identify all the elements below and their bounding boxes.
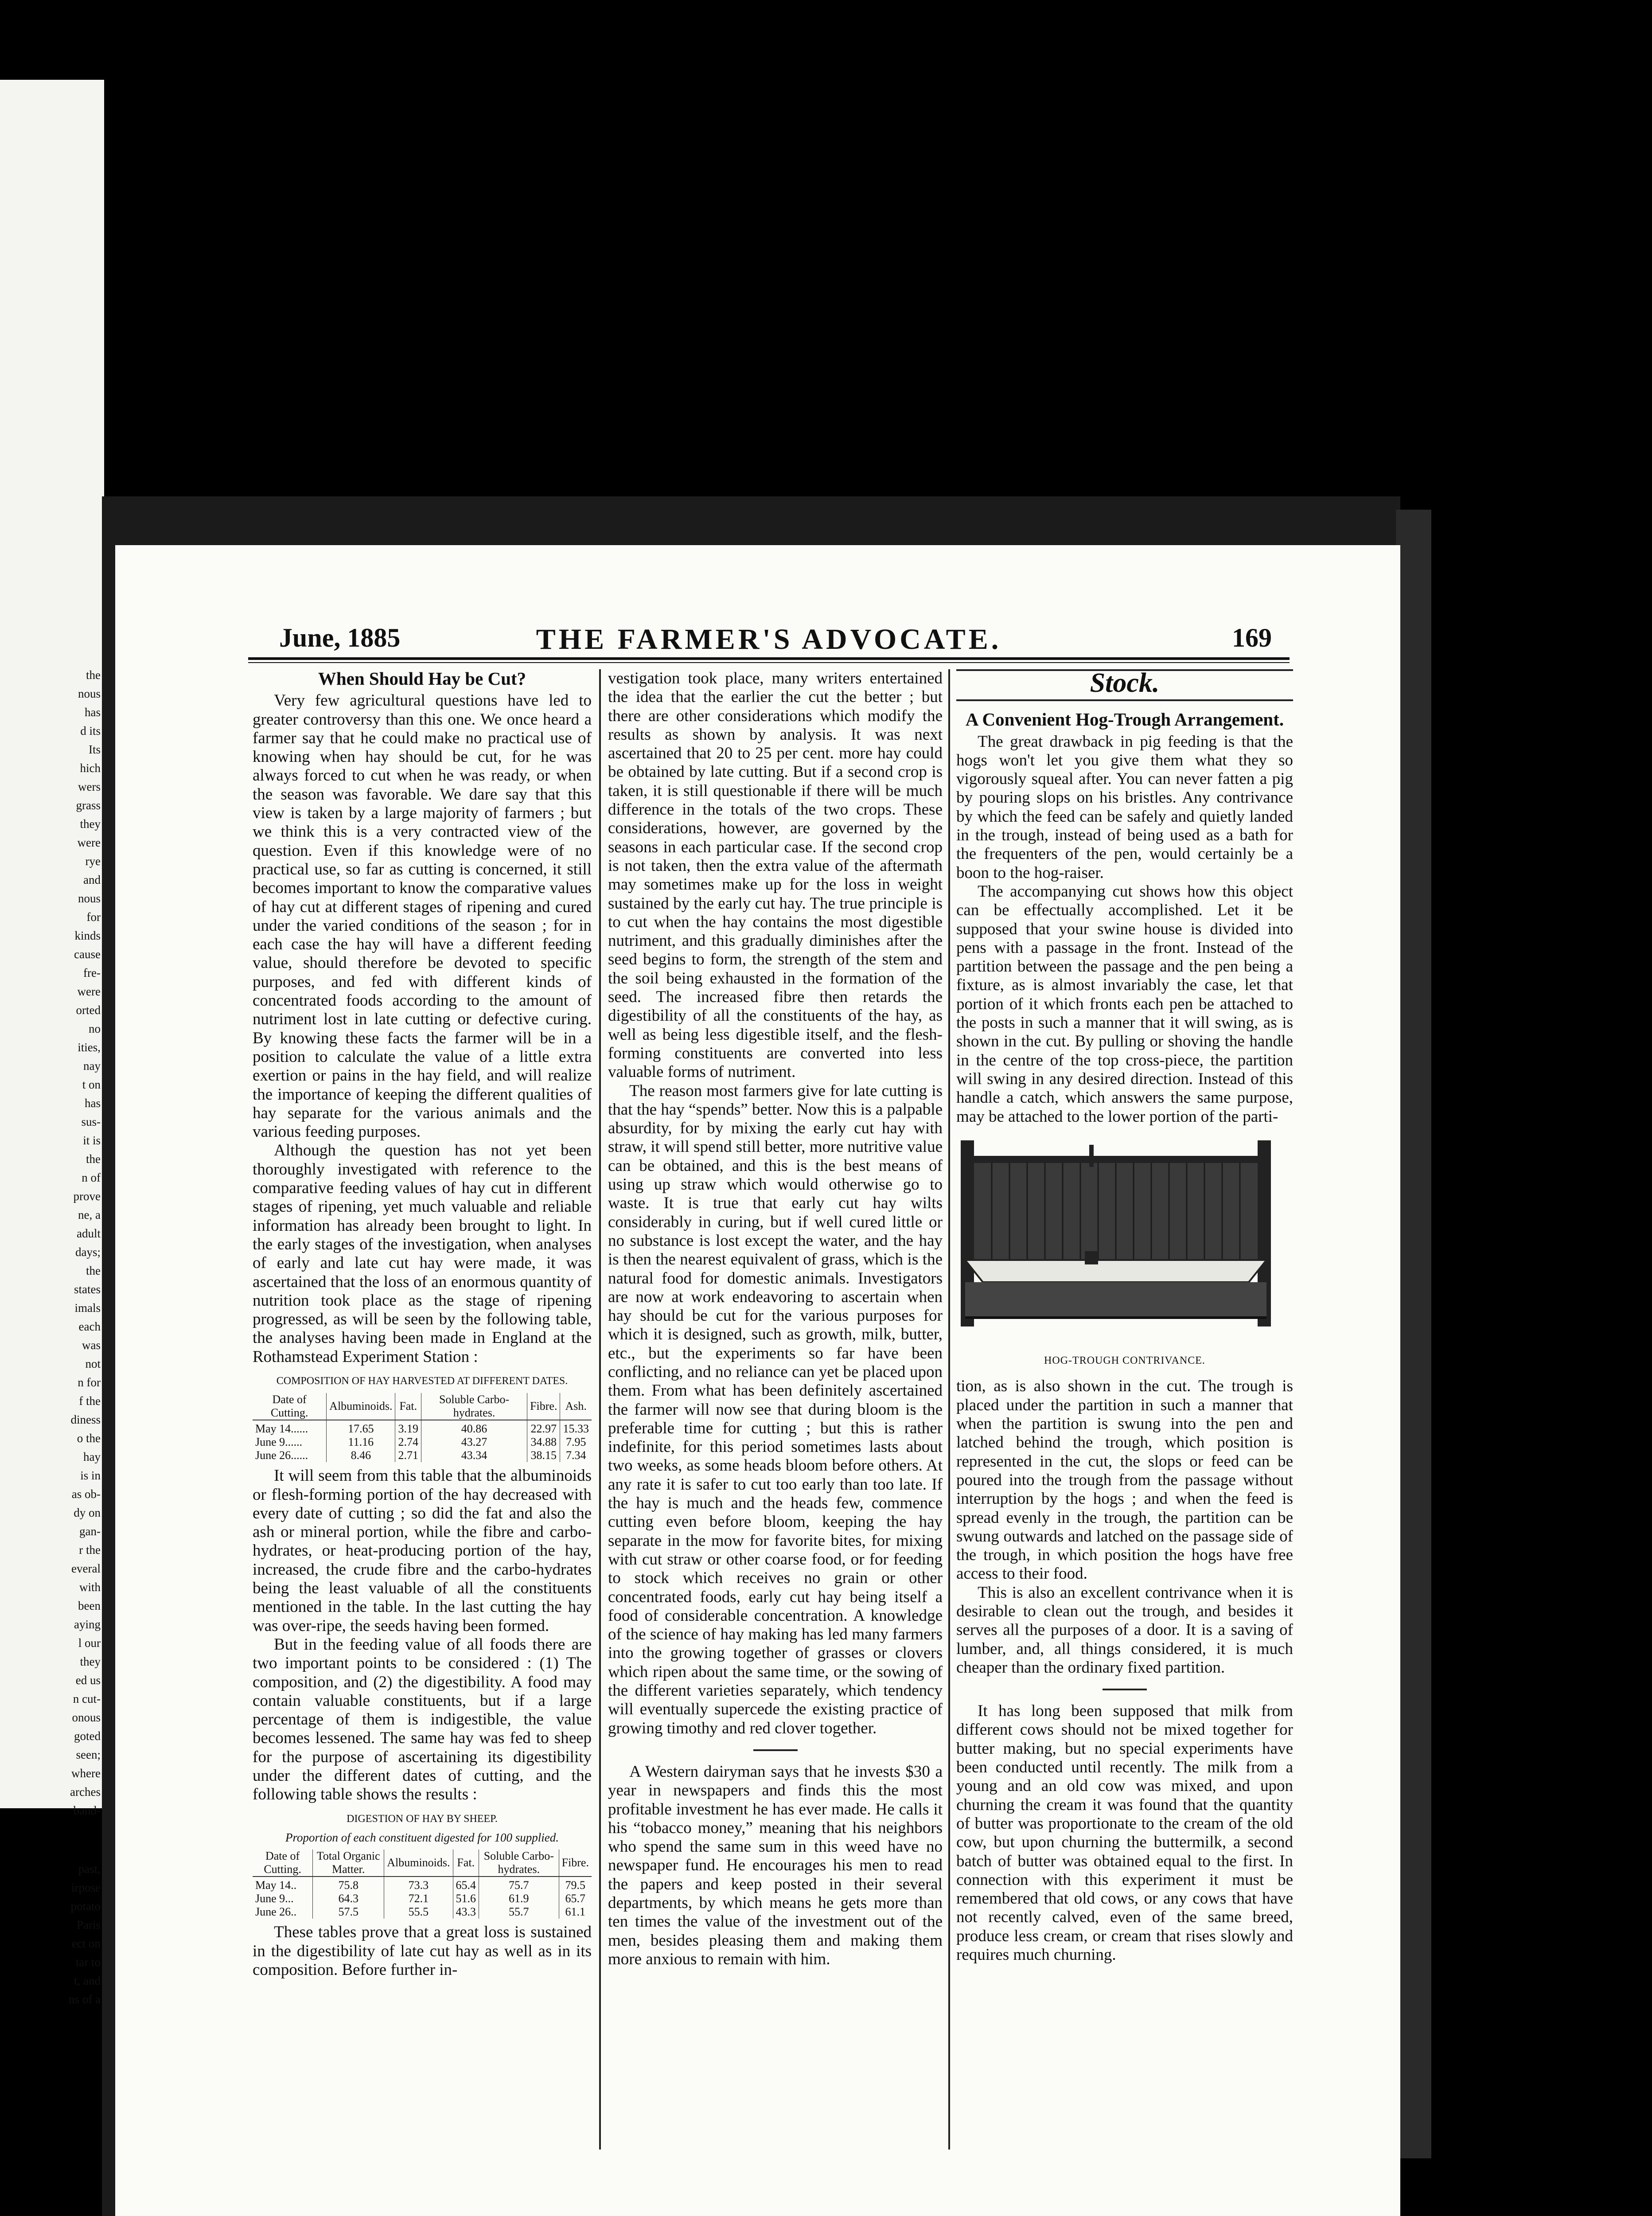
left-fragment-line: the	[86, 1264, 101, 1277]
left-fragment-line: n cut-	[73, 1692, 101, 1705]
left-fragment-line: were	[77, 985, 101, 998]
left-fragment-line: t on	[82, 1078, 101, 1091]
left-fragment-line: wers	[78, 780, 101, 793]
left-fragment-line: they	[80, 817, 101, 831]
table-cell: 3.19	[395, 1420, 421, 1436]
left-fragment-line: has	[85, 706, 101, 719]
binding-edge	[1396, 510, 1431, 2158]
left-fragment-line: was	[82, 1338, 101, 1352]
table-header: Date of Cutting.	[253, 1393, 327, 1420]
left-fragment-line: as ob-	[71, 1487, 101, 1501]
left-fragment-line: o the	[77, 1432, 101, 1445]
left-fragment-line: the	[86, 1152, 101, 1166]
page-header	[248, 623, 1290, 654]
table-cell: 75.8	[313, 1877, 384, 1892]
table-cell: 7.95	[565, 1436, 586, 1449]
table-caption: DIGESTION OF HAY BY SHEEP.	[347, 1813, 498, 1825]
paragraph: A Western dairyman says that he invests $30 a year in newspapers and finds this the most profitable investment he has ever made. He calls it his “tobacco money,” meaning that his neighbors who spend the same sum in this weed have no newspaper fund. He encourages his men to read the papers and keep posted in their several departments, by which means he gets more than ten times the value of the investment out of the men, besides pleasing them and making them more anxious to remain with him.	[608, 1762, 943, 1968]
table-cell: 11.16	[327, 1436, 395, 1449]
left-fragment-line: d its	[80, 724, 101, 737]
table-cell: 8.46	[327, 1449, 395, 1462]
table-cell: 2.71	[395, 1449, 421, 1462]
table-cell: 64.3	[313, 1892, 384, 1905]
table-row	[253, 1436, 592, 1449]
left-fragment-line: were	[77, 836, 101, 849]
table-cell: 79.5	[565, 1879, 586, 1892]
section-banner	[956, 669, 1293, 701]
left-fragment-line: not	[85, 1357, 101, 1370]
table-cell: June 26......	[253, 1449, 327, 1462]
left-fragment-line: nous	[78, 892, 101, 905]
table-header: Ash.	[560, 1393, 592, 1420]
table-header: Date of Cutting.	[253, 1849, 313, 1877]
hog-trough-illustration	[956, 1136, 1275, 1340]
table-row	[253, 1420, 592, 1436]
table-cell: 51.6	[453, 1892, 479, 1905]
separator-rule	[753, 1749, 798, 1751]
paragraph: Although the question has not yet been thoroughly investigated with reference to the comparative feeding values of hay cut in different stages of ripening, yet much valuable and reliable information has already been brought to light. In the early stages of the investigation, when analyses of early and late cut hay were made, it was ascertained that the loss of an enormous quantity of nutrition took place as the stage of ripening progressed, as will be seen by the following table, the analyses having been made in England at the Rothamstead Experiment Station :	[253, 1141, 592, 1366]
paragraph: tion, as is also shown in the cut. The trough is placed under the partition in such a manner that when the partition is swung into the pen and latched behind the trough, which position is represented in the cut, the slops or feed can be poured into the trough from the passage without interruption by the hogs ; and when the feed is spread evenly in the trough, the partition can be swung outwards and latched on the passage side of the trough, in which position the hogs have free access to their food.	[956, 1377, 1293, 1583]
table-cell: June 9...	[253, 1892, 313, 1905]
table-cell: 15.33	[563, 1422, 589, 1436]
table-cell: 73.3	[384, 1877, 453, 1892]
table-cell: May 14......	[253, 1420, 327, 1436]
left-fragment-line: Paris	[77, 1918, 101, 1931]
left-fragment-line: irpose	[71, 1881, 101, 1894]
table-header: Fat.	[395, 1393, 421, 1420]
table-cell: 38.15	[527, 1449, 560, 1462]
left-fragment-line: it is	[83, 1134, 101, 1147]
table-cell: May 14..	[253, 1877, 313, 1892]
left-fragment-line: has	[85, 1096, 101, 1110]
article-heading: When Should Hay be Cut?	[318, 668, 526, 689]
table-cell: 65.4	[453, 1877, 479, 1892]
table-row	[253, 1449, 592, 1462]
paragraph: These tables prove that a great loss is sustained in the digestibility of late cut hay as well as in its composition. Before further in-	[253, 1923, 592, 1979]
left-fragment-line: n for	[78, 1376, 101, 1389]
left-fragment-line: nous	[78, 687, 101, 700]
section-title: Stock.	[1090, 668, 1160, 698]
paragraph: But in the feeding value of all foods there are two important points to be considered : (1) The composition, and (2) the digestibility. A food may contain valuable constituents, but if a large percentage of them is indigestible, the value becomes lessened. The same hay was fed to sheep for the purpose of ascertaining its digestibility under the different dates of cutting, and the following table shows the results :	[253, 1635, 592, 1804]
paragraph: Very few agricultural questions have led to greater controversy than this one. We once heard a farmer say that he could make no practical use of knowing when hay should be cut, for he was always forced to cut when he was ready, or when the season was favorable. We dare say that this view is taken by a large majority of farmers ; but we think this is a very contracted view of the question. Even if this knowledge were of no practical use, so far as cutting is concerned, it still becomes important to know the comparative values of hay cut at different stages of ripening and cured under the varied conditions of the season ; for in each case the hay will have a different feeding value, should therefore be devoted to specific purposes, and fed with different kinds of concentrated foods according to the amount of nutriment lost in late cutting or defective curing. By knowing these facts the farmer will be in a position to calculate the value of a little extra exertion or pains in the hay field, and will realize the importance of keeping the different qualities of hay separate for the various animals and the various feeding purposes.	[253, 691, 592, 1141]
paragraph: It will seem from this table that the albuminoids or flesh-forming portion of the hay decreased with every date of cutting ; so did the fat and also the ash or mineral portion, while the fibre and carbo-hydrates, or heat-producing portion of the hay, increased, the crude fibre and the carbo-hydrates being the least valuable of all the constituents mentioned in the table. In the last cutting the hay was over-ripe, the seeds having been formed.	[253, 1467, 592, 1635]
table-cell: 17.65	[327, 1420, 395, 1436]
paragraph: It has long been supposed that milk from different cows should not be mixed together for butter making, but no special experiments have been conducted until recently. The milk from a young and an old cow was mixed, and upon churning the cream it was found that the quantity of butter was proportionate to the cream of the old cow, but upon churning the buttermilk, a second batch of butter was obtained equal to the first. In connection with this experiment it must be remembered that old cows, or any cows that have not recently calved, even of the same breed, produce less cream, or cream that rises slowly and requires much churning.	[956, 1702, 1293, 1964]
table-cell: 7.34	[565, 1449, 586, 1462]
table-cell: 57.5	[313, 1905, 384, 1919]
column-divider-1	[599, 669, 601, 2150]
left-fragment-line: for	[86, 910, 101, 924]
left-fragment-line: ities,	[78, 1041, 101, 1054]
table-cell: 61.1	[565, 1905, 586, 1919]
paragraph: The accompanying cut shows how this object can be effectually accomplished. Let it be supposed that your swine house is divided into pens with a passage in the front. Instead of the partition between the passage and the pen being a fixture, as is almost invariably the case, let that portion of it which fronts each pen be attached to the posts in such a manner that it will swing, as is shown in the cut. By pulling or shoving the handle in the centre of the top cross-piece, the partition will swing in any desired direction. Instead of this handle a catch, which answers the same purpose, may be attached to the lower portion of the parti-	[956, 882, 1293, 1126]
column-1	[253, 669, 592, 1979]
table-cell: 55.7	[479, 1905, 559, 1919]
table-cell: 34.88	[527, 1436, 560, 1449]
left-fragment-line: hich	[80, 761, 101, 775]
article-heading: A Convenient Hog-Trough Arrangement.	[965, 709, 1284, 730]
table-header: Total Organic Matter.	[313, 1849, 384, 1877]
table-cell: 22.97	[527, 1420, 560, 1436]
left-fragment-line: ns of a	[69, 1993, 101, 2006]
table-row	[253, 1877, 592, 1892]
paragraph: vestigation took place, many writers entertained the idea that the earlier the cut the better ; but there are other considerations which modify the results as shown by analysis. It was next ascertained that 20 to 25 per cent. more hay could be obtained by late cutting. But if a second crop is taken, it is still questionable if there will be much difference in the totals of the two crops. These considerations, however, are governed by the seasons in each particular case. If the second crop is not taken, then the extra value of the aftermath may sometimes make up for the loss in weight sustained by the early cut hay. The true principle is to cut when the hay contains the most digestible nutriment, and this gradually diminishes after the seed begins to form, the strength of the stem and the soil being exhausted in the formation of the seed. The increased fibre then retards the digestibility of all the constituents of the hay, as well as being less digestible itself, and the flesh-forming constituents are converted into less valuable forms of nutriment.	[608, 669, 943, 1081]
table-cell: June 9......	[253, 1436, 327, 1449]
left-fragment-line: prove	[73, 1190, 101, 1203]
left-fragment-line: n of	[82, 1171, 101, 1184]
table-header: Fibre.	[527, 1393, 560, 1420]
table-cell: 72.1	[384, 1892, 453, 1905]
table-row	[253, 1905, 592, 1919]
separator-rule	[1103, 1689, 1147, 1690]
left-fragment-line: is in	[80, 1469, 101, 1482]
left-fragment-line: they	[80, 1655, 101, 1668]
left-fragment-line: aying	[74, 1618, 101, 1631]
left-fragment-line: diness	[70, 1413, 101, 1426]
left-fragment-line: the	[86, 668, 101, 682]
left-fragment-line: cause	[74, 948, 101, 961]
table-caption: COMPOSITION OF HAY HARVESTED AT DIFFERENT DATES.	[276, 1375, 568, 1387]
left-fragment-line: nay	[83, 1059, 101, 1073]
table-header: Albuminoids.	[384, 1849, 453, 1877]
left-fragment-line: arches	[70, 1785, 101, 1799]
left-fragment-line: dy on	[74, 1506, 101, 1519]
table-cell: June 26..	[253, 1905, 313, 1919]
table-header: Soluble Carbo-hydrates.	[421, 1393, 527, 1420]
column-3	[956, 669, 1293, 1964]
paragraph: This is also an excellent contrivance when it is desirable to clean out the trough, and besides it serves all the purposes of a door. It is a saving of lumber, and, all things considered, it is much cheaper than the ordinary fixed partition.	[956, 1583, 1293, 1677]
left-fragment-line: f the	[79, 1394, 101, 1408]
left-fragment-line: everal	[71, 1562, 101, 1575]
header-rule-thin	[248, 662, 1290, 663]
left-fragment-line: hay	[83, 1450, 101, 1463]
left-fragment-line: and	[83, 873, 101, 886]
left-fragment-line: where	[71, 1767, 101, 1780]
paragraph: The great drawback in pig feeding is that the hogs won't let you give them what they so vigorously squeal after. You can never fatten a pig by pouring slops on his bristles. Any contrivance by which the feed can be safely and quietly landed in the trough, instead of being used as a bath for the frequenters of the pen, would certainly be a boon to the hog-raiser.	[956, 732, 1293, 882]
column-2	[608, 669, 943, 1969]
issue-date: June, 1885	[279, 623, 401, 652]
left-fragment-line: states	[74, 1283, 101, 1296]
table-cell: 65.7	[565, 1892, 586, 1905]
left-fragment-line: rye	[85, 854, 101, 868]
left-fragment-line: r the	[79, 1543, 101, 1557]
left-fragment-line: gan-	[79, 1525, 101, 1538]
left-fragment-line: band-	[73, 1804, 101, 1817]
digestion-table	[253, 1849, 592, 1919]
left-fragment-line: orted	[76, 1003, 101, 1017]
left-fragment-line: each	[78, 1320, 101, 1333]
header-rule-thick	[248, 657, 1290, 660]
left-fragment-line: t, and	[74, 1974, 101, 1987]
illustration-caption: HOG-TROUGH CONTRIVANCE.	[1044, 1355, 1205, 1367]
left-fragment-line: potato	[70, 1900, 101, 1913]
table-row	[253, 1892, 592, 1905]
left-fragment-line: tar to	[75, 1955, 101, 1969]
left-fragment-line: past,	[78, 1862, 101, 1876]
left-fragment-line: fre-	[83, 966, 101, 979]
left-fragment-line: onous	[72, 1711, 101, 1724]
left-fragment-line: been	[78, 1599, 101, 1612]
table-subcaption: Proportion of each constituent digested for 100 supplied.	[285, 1830, 559, 1844]
left-fragment-line: ect on	[71, 1937, 101, 1950]
table-cell: 55.5	[384, 1905, 453, 1919]
table-header: Soluble Carbo-hydrates.	[479, 1849, 559, 1877]
table-cell: 75.7	[479, 1877, 559, 1892]
table-header: Fat.	[453, 1849, 479, 1877]
table-header: Albuminoids.	[327, 1393, 395, 1420]
left-fragment-line: kinds	[74, 929, 101, 942]
left-fragment-line: adult	[77, 1227, 101, 1240]
left-page-fragment	[0, 80, 104, 2006]
page-number: 169	[1232, 623, 1272, 652]
table-cell: 2.74	[395, 1436, 421, 1449]
table-header: Fibre.	[559, 1849, 592, 1877]
left-fragment-line: days;	[75, 1245, 101, 1259]
left-fragment-line: goted	[74, 1729, 101, 1743]
table-cell: 43.27	[421, 1436, 527, 1449]
left-fragment-line: grass	[76, 799, 101, 812]
table-cell: 61.9	[479, 1892, 559, 1905]
left-fragment-line: ne, a	[78, 1208, 101, 1221]
left-fragment-line: seen;	[76, 1748, 101, 1761]
left-fragment-line: l our	[78, 1636, 101, 1650]
left-fragment-line: imals	[74, 1301, 101, 1315]
table-cell: 40.86	[421, 1420, 527, 1436]
left-fragment-line: with	[79, 1580, 101, 1594]
left-fragment-line: no	[89, 1022, 101, 1035]
left-fragment-line: sus-	[81, 1115, 101, 1128]
table-cell: 43.34	[421, 1449, 527, 1462]
left-fragment-line: Its	[89, 743, 101, 756]
composition-table	[253, 1393, 592, 1462]
table-cell: 43.3	[453, 1905, 479, 1919]
column-divider-2	[948, 669, 950, 2150]
paragraph: The reason most farmers give for late cutting is that the hay “spends” better. Now this is a palpable absurdity, for by mixing the early cut hay with straw, it will spend still better, more nutritive value can be obtained, and this is the best means of using up straw which would otherwise go to waste. It is true that early cut hay wilts considerably in curing, but if well cured little or no substance is lost except the water, and the hay is then the nearest equivalent of grass, which is the natural food for domestic animals. Investigators are now at work endeavoring to ascertain when hay should be cut for the various purposes for which it is designed, such as growth, milk, butter, etc., but the experiments so far have been conflicting, and no reliance can yet be placed upon them. From what has been definitely ascertained the farmer will now see that during bloom is the preferable time for cutting ; but this is rather indefinite, for this period sometimes lasts about two weeks, as some heads bloom before others. At any rate it is safer to cut too early than too late. If the hay is much and the heads few, commence cutting even before bloom, keeping the hay separate in the mow for favorite bites, for mixing with cut straw or other coarse food, or for feeding to stock which receives no grain or other concentrated foods, early cut hay being itself a food of considerable concentration. A knowledge of the science of hay making has led many farmers into the growing together of grasses or clovers which ripen about the same time, or the sowing of the different varieties separately, which tendency will eventually supercede the existing practice of growing timothy and red clover together.	[608, 1081, 943, 1737]
masthead-title: THE FARMER'S ADVOCATE.	[536, 623, 1002, 655]
left-fragment-line: ed us	[75, 1674, 101, 1687]
